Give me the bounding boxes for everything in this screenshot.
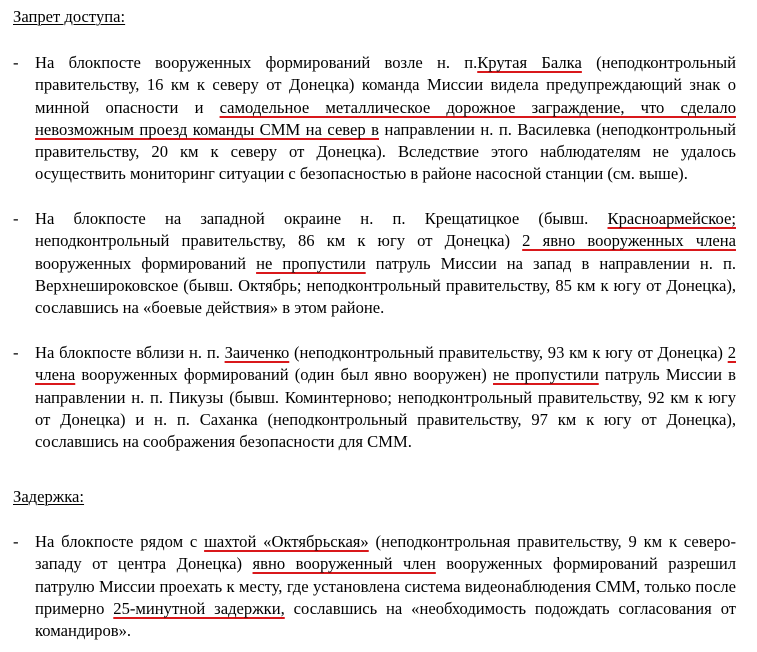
section-heading-delay: Задержка:	[13, 487, 85, 506]
list-item-text	[35, 531, 736, 642]
text-run: патруль Миссии на запад в направлении н. п. Верхнешироковское (бывш. Октябрь; неподконтрольный правительству, 85 км к югу от Донецка), сославшись на «боевые действия» в этом районе.	[35, 253, 737, 318]
text-run: (неподконтрольный правительству, 93 км к югу от Донецка)	[289, 343, 728, 362]
text-run: вооруженных формирований разрешил патрулю Миссии проехать к месту, где установлена система видеонаблюдения СММ, только после примерно	[35, 554, 737, 618]
text-run: патруль Миссии в направлении н. п. Пикузы (бывш. Коминтерново; неподконтрольный правительству, 92 км к югу от Донецка) и н. п. Саханка (неподконтрольный правительству, 97 км к югу от Донецка), сославшись на соображения безопасности для СММ.	[35, 365, 737, 452]
bullet-dash: -	[13, 53, 19, 72]
text-run: На блокпосте вблизи н. п.	[35, 343, 225, 362]
list-item-text	[35, 52, 736, 186]
text-run: (неподконтрольная правительству, 9 км к северо-западу от центра Донецка)	[35, 532, 736, 574]
bullet-dash: -	[13, 343, 19, 362]
text-run: На блокпосте вооруженных формирований возле н. п.	[35, 53, 478, 72]
highlighted-phrase: шахтой «Октябрьская»	[204, 532, 369, 551]
highlighted-phrase: 2 явно вооруженных члена	[522, 231, 736, 251]
text-run: вооруженных формирований (один был явно вооружен)	[75, 365, 494, 385]
highlighted-phrase: Заиченко	[224, 343, 290, 362]
highlighted-phrase: 2 члена	[35, 343, 736, 385]
text-run: направлении н. п. Василевка (неподконтрольный правительству, 20 км к северу от Донецка). Вследствие этого наблюдателям не удалось осуществить мониторинг ситуации с безопасностью в районе насосной станции (см. выше).	[35, 119, 736, 184]
bullet-dash: -	[13, 532, 19, 551]
highlighted-phrase: 25-минутной задержки,	[113, 598, 285, 618]
text-run: На блокпосте на западной окраине н. п. Крещатицкое (бывш.	[35, 209, 608, 228]
highlighted-phrase: Красноармейское;	[607, 209, 736, 228]
text-run: неподконтрольный правительству, 86 км к югу от Донецка)	[35, 231, 523, 251]
highlighted-phrase: Крутая Балка	[477, 53, 582, 72]
highlighted-phrase: не пропустили	[256, 253, 366, 273]
text-run: сославшись на «необходимость подождать согласования от командиров».	[35, 598, 737, 641]
list-item-text	[35, 342, 736, 453]
text-run: вооруженных формирований	[35, 253, 257, 273]
list-item	[13, 52, 736, 186]
highlighted-phrase: самодельное металлическое дорожное заграждение, что сделало невозможным проезд команды СММ на север в	[35, 97, 736, 139]
text-run: На блокпосте рядом с	[35, 532, 205, 551]
text-run: (неподконтрольный правительству, 16 км к северу от Донецка) команда Миссии видела предупреждающий знак о минной опасности и	[35, 53, 736, 117]
section-heading-access-denied: Запрет доступа:	[13, 7, 126, 26]
list-item	[13, 342, 736, 453]
bullet-dash: -	[13, 209, 19, 228]
highlighted-phrase: явно вооруженный член	[252, 554, 436, 574]
list-item-text	[35, 208, 736, 319]
list-item	[13, 531, 736, 642]
list-item	[13, 208, 736, 319]
highlighted-phrase: не пропустили	[493, 365, 599, 385]
